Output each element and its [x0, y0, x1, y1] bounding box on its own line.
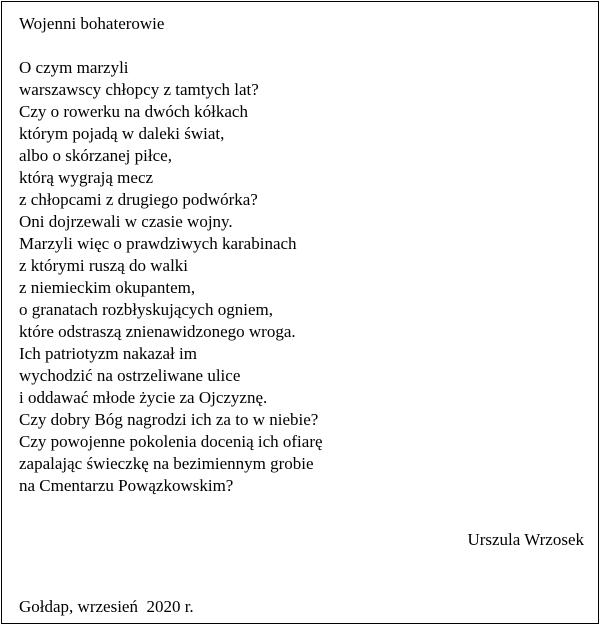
poem-line: Ich patriotyzm nakazał im [19, 344, 197, 363]
poem-line: Marzyli więc o prawdziwych karabinach [19, 234, 297, 253]
author-signature: Urszula Wrzosek [467, 530, 584, 549]
poem-line: O czym marzyli [19, 58, 129, 77]
poem-line: i oddawać młode życie za Ojczyznę. [19, 388, 268, 407]
poem-line: z chłopcami z drugiego podwórka? [19, 190, 258, 209]
poem-line: którą wygrają mecz [19, 168, 154, 187]
poem-line: którym pojadą w daleki świat, [19, 124, 225, 143]
poem-line: z niemieckim okupantem, [19, 278, 196, 297]
poem-line: albo o skórzanej piłce, [19, 146, 172, 165]
poem-line: wychodzić na ostrzeliwane ulice [19, 366, 241, 385]
place-and-date: Gołdap, wrzesień 2020 r. [19, 597, 194, 616]
poem-line: Czy powojenne pokolenia docenią ich ofiarę [19, 432, 323, 451]
poem-line: Czy o rowerku na dwóch kółkach [19, 102, 248, 121]
poem-line: Czy dobry Bóg nagrodzi ich za to w niebie? [19, 410, 319, 429]
poem-title: Wojenni bohaterowie [19, 14, 165, 33]
poem-document [19, 13, 323, 497]
poem-line: Oni dojrzewali w czasie wojny. [19, 212, 233, 231]
poem-line: o granatach rozbłyskujących ogniem, [19, 300, 273, 319]
poem-body [19, 57, 323, 497]
poem-line: zapalając świeczkę na bezimiennym grobie [19, 454, 314, 473]
document-frame [1, 1, 599, 624]
poem-line: na Cmentarzu Powązkowskim? [19, 476, 234, 495]
poem-line: warszawscy chłopcy z tamtych lat? [19, 80, 259, 99]
poem-line: z którymi ruszą do walki [19, 256, 189, 275]
poem-line: które odstraszą znienawidzonego wroga. [19, 322, 296, 341]
